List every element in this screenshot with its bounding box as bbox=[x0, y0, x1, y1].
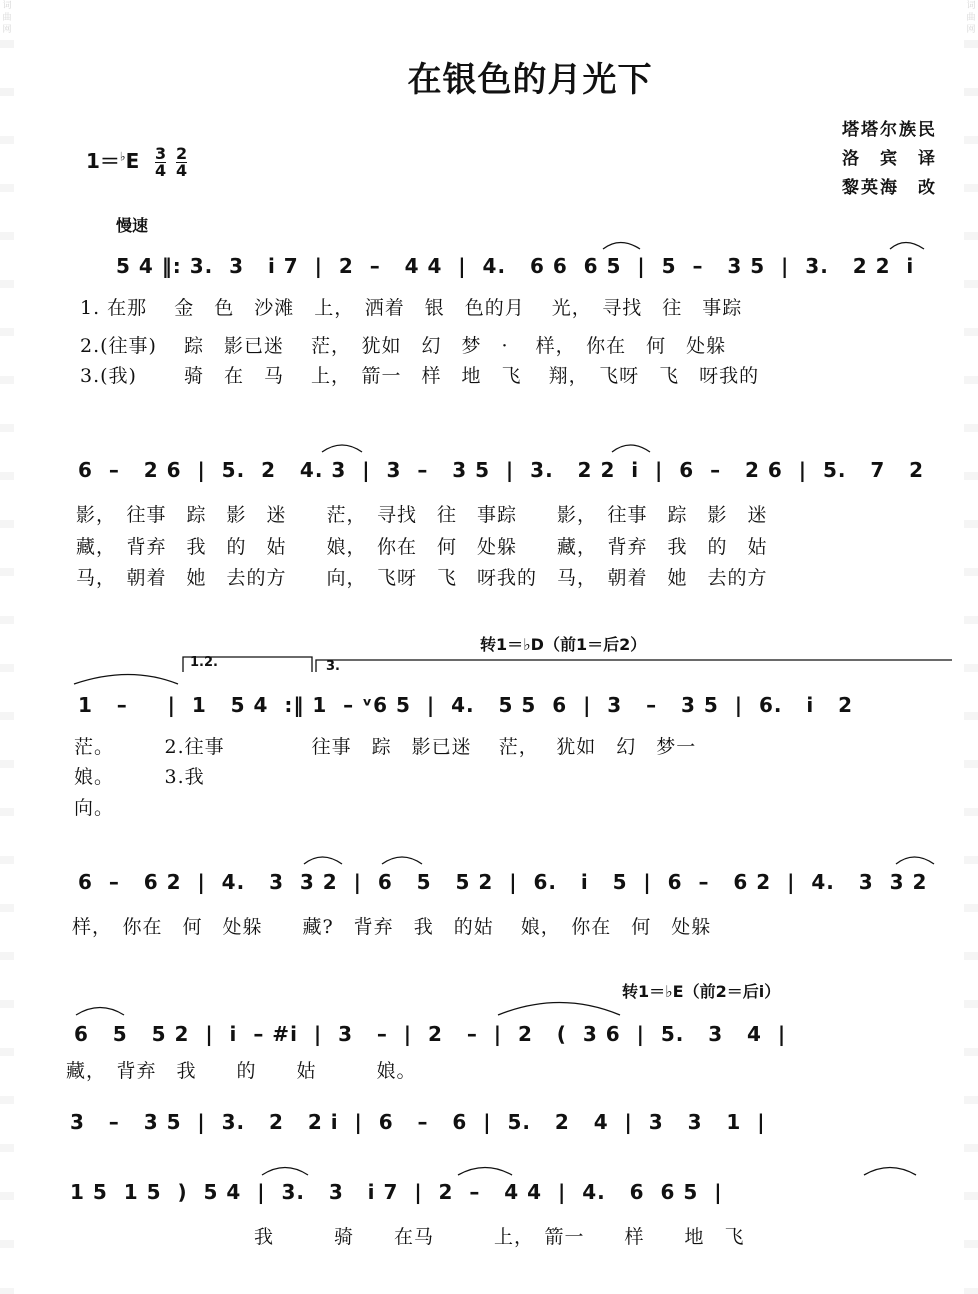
slur bbox=[612, 445, 650, 452]
modulation-to-d-flat: 转1＝♭D（前1＝后2） bbox=[480, 635, 647, 654]
slur bbox=[304, 857, 342, 864]
right-watermark-strip: 词曲网 bbox=[964, 0, 978, 1294]
lyrics-line-9: 向。 bbox=[74, 797, 115, 819]
slur bbox=[890, 243, 924, 250]
lyrics-line-7: 茫。 2.往事 往事 踪 影已迷 茫， 犹如 幻 梦一 bbox=[74, 736, 697, 758]
slur bbox=[458, 1168, 512, 1176]
time-signature-2-4: 2 4 bbox=[176, 144, 188, 180]
lyrics-line-5: 藏， 背弃 我 的 姑 娘， 你在 何 处躲 藏， 背弃 我 的 姑 bbox=[76, 536, 768, 558]
key-signature: 1＝♭E bbox=[86, 149, 140, 173]
time-signature-3-4: 3 4 bbox=[155, 144, 167, 180]
slur bbox=[603, 243, 640, 250]
lyrics-line-6: 马， 朝着 她 去的方 向， 飞呀 飞 呀我的 马， 朝着 她 去的方 bbox=[76, 567, 768, 589]
slur bbox=[262, 1168, 308, 1176]
lyrics-line-12: 我 骑 在马 上， 箭一 样 地 飞 bbox=[254, 1226, 745, 1248]
lyrics-line-1: 1. 在那 金 色 沙滩 上， 洒着 银 色的月 光， 寻找 往 事踪 bbox=[80, 297, 743, 319]
notes-line-1: 5 4 ‖: 3. 3 i 7 | 2 – 4 4 | 4. 6 6 6 5 | 5 – 3 5 | 3. 2 2 i bbox=[116, 254, 915, 278]
slur bbox=[322, 445, 362, 452]
credit-translator: 洛 宾 译 bbox=[842, 149, 937, 169]
notes-line-6: 3 – 3 5 | 3. 2 2 i | 6 – 6 | 5. 2 4 | 3 3 1 | bbox=[70, 1110, 766, 1134]
notes-line-2: 6 – 2 6 | 5. 2 4. 3 | 3 – 3 5 | 3. 2 2 i | 6 – 2 6 | 5. 7 2 bbox=[78, 458, 925, 482]
song-title: 在银色的月光下 bbox=[407, 60, 653, 100]
lyrics-line-11: 藏， 背弃 我 的 姑 娘。 bbox=[66, 1060, 417, 1082]
lyrics-line-10: 样， 你在 何 处躲 藏? 背弃 我 的姑 娘， 你在 何 处躲 bbox=[72, 916, 712, 938]
slur bbox=[382, 857, 422, 864]
tempo-marking: 慢速 bbox=[116, 216, 149, 235]
lyrics-line-3: 3.(我) 骑 在 马 上， 箭一 样 地 飞 翔， 飞呀 飞 呀我的 bbox=[80, 365, 760, 387]
slur bbox=[896, 857, 934, 864]
lyrics-line-8: 娘。 3.我 bbox=[74, 766, 205, 788]
slur bbox=[864, 1168, 916, 1176]
modulation-to-e-flat: 转1＝♭E（前2＝后i） bbox=[622, 982, 781, 1001]
notes-line-4: 6 – 6 2 | 4. 3 3 2 | 6 5 5 2 | 6. i 5 | 6 – 6 2 | 4. 3 3 2 bbox=[78, 870, 928, 894]
slur bbox=[76, 1008, 124, 1016]
lyrics-line-2: 2.(往事) 踪 影已迷 茫， 犹如 幻 梦 · 样， 你在 何 处躲 bbox=[80, 335, 727, 357]
credit-adapter: 黎英海 改 bbox=[842, 178, 937, 198]
volta-3: 3. bbox=[326, 659, 340, 674]
credit-origin: 塔塔尔族民 bbox=[842, 120, 937, 140]
lyrics-line-4: 影， 往事 踪 影 迷 茫， 寻找 往 事踪 影， 往事 踪 影 迷 bbox=[76, 504, 768, 526]
volta-1-2: 1.2. bbox=[190, 655, 218, 670]
notes-line-5: 6 5 5 2 | i – #i | 3 – | 2 – | 2 ( 3 6 | 5. 3 4 | bbox=[74, 1022, 787, 1046]
slur bbox=[498, 1003, 620, 1016]
left-watermark-strip: 词曲网 bbox=[0, 0, 14, 1294]
slur bbox=[74, 675, 178, 685]
volta-bracket-3 bbox=[316, 660, 952, 672]
notes-line-3: 1 – | 1 5 4 :‖ 1 – ᵛ6 5 | 4. 5 5 6 | 3 – 3 5 | 6. i 2 bbox=[78, 693, 854, 717]
notes-line-7: 1 5 1 5 ) 5 4 | 3. 3 i 7 | 2 – 4 4 | 4. 6 6 5 | bbox=[70, 1180, 723, 1204]
